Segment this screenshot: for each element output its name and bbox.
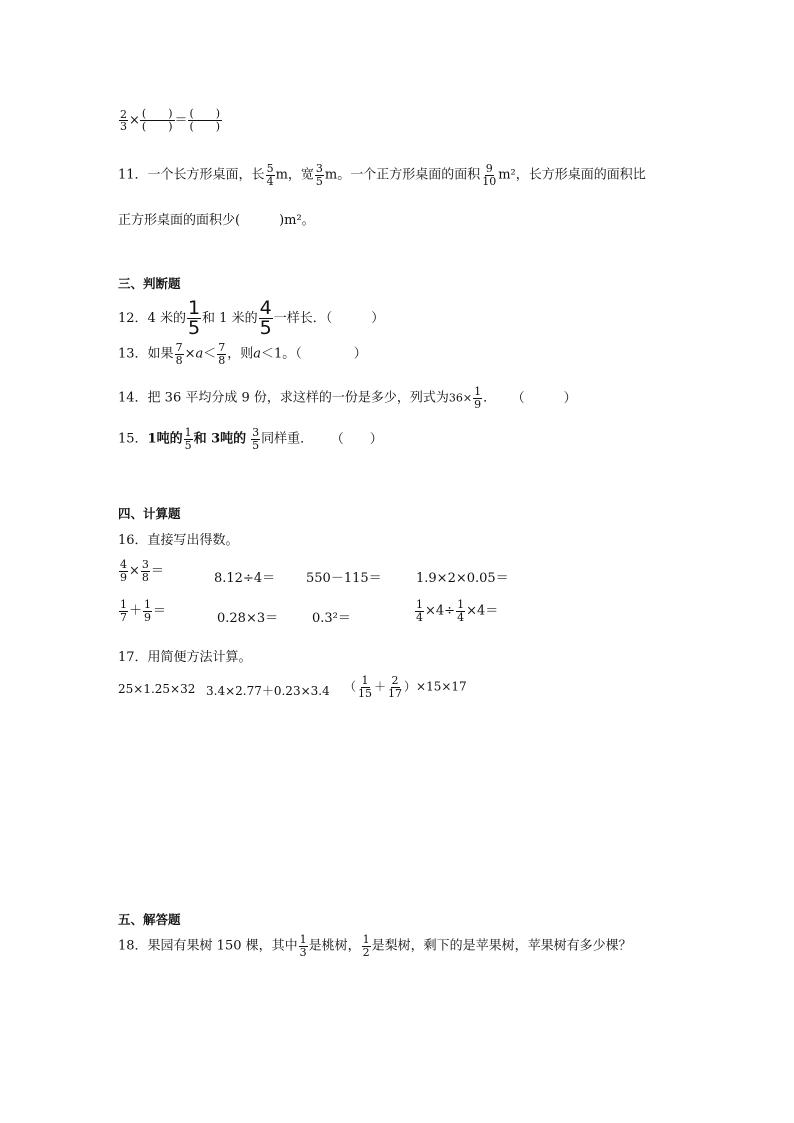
blank-fraction[interactable]: $\frac{( )}{( )}$ bbox=[189, 107, 221, 134]
fraction: $\frac{7}{8}$ bbox=[175, 341, 183, 367]
fraction: $\frac{1}{4}$ bbox=[457, 598, 465, 624]
section-title-judgment: 三、判断题 bbox=[118, 276, 181, 291]
fraction: $\frac{1}{7}$ bbox=[120, 598, 127, 624]
answer-paren[interactable]: （ ） bbox=[337, 431, 383, 447]
fraction: $\frac{1}{4}$ bbox=[416, 598, 423, 624]
fraction: $\frac{1}{9}$ bbox=[144, 598, 152, 624]
question-17-title: 17．用简便方法计算。 bbox=[118, 650, 252, 665]
fraction: $\frac{2}{17}$ bbox=[388, 674, 403, 700]
answer-paren[interactable]: 一样长．（ ） bbox=[273, 311, 385, 326]
equals-sign: ＝ bbox=[174, 113, 188, 129]
calc-16-r2-c: 0.3²＝ bbox=[312, 611, 351, 626]
answer-paren[interactable]: （ ） bbox=[518, 390, 577, 406]
fraction: $\frac{1}{3}$ bbox=[299, 933, 307, 959]
fraction: $\frac{1}{15}$ bbox=[358, 674, 373, 700]
question-12: 12．4 米的 $\frac{1}{5}$ 和 1 米的 $\frac{4}{5}$ 一样长．（ ） bbox=[118, 297, 385, 339]
fraction: $\frac{5}{4}$ bbox=[266, 162, 274, 188]
question-13: 13．如果 $\frac{7}{8}$ ×a＜ $\frac{7}{8}$ ，则a＜1。（ ） bbox=[118, 341, 367, 367]
fraction: $\frac{1}{2}$ bbox=[362, 933, 370, 959]
calc-17-e1: 25×1.25×32 bbox=[118, 682, 196, 696]
section-title-word-problems: 五、解答题 bbox=[118, 912, 181, 927]
fraction: $\frac{3}{5}$ bbox=[315, 162, 323, 188]
question-15: 15．1吨的 $\frac{1}{5}$ 和 3吨的 $\frac{3}{5}$ 同样重． （ ） bbox=[118, 426, 383, 452]
question-16-title: 16．直接写出得数。 bbox=[118, 533, 239, 548]
question-14: 14．把 36 平均分成 9 份，求这样的一份是多少，列式为36× $\frac{1}{9}$ ． （ ） bbox=[118, 385, 577, 411]
fill-in-equation bbox=[118, 108, 222, 133]
calc-16-r1-a: $\frac{4}{9}$ × $\frac{3}{8}$ ＝ bbox=[120, 558, 164, 584]
fraction: $\frac{3}{8}$ bbox=[141, 558, 149, 584]
question-11-line2: 正方形桌面的面积少( )m²。 bbox=[118, 213, 315, 228]
fraction: $\frac{1}{9}$ bbox=[474, 385, 482, 411]
fraction: $\frac{3}{5}$ bbox=[252, 426, 260, 452]
calc-17-e2: 3.4×2.77＋0.23×3.4 bbox=[206, 684, 330, 698]
answer-paren[interactable]: ＜1。（ ） bbox=[261, 346, 367, 362]
fraction: $\frac{4}{9}$ bbox=[120, 558, 127, 584]
question-11: 11．一个长方形桌面，长 $\frac{5}{4}$ m，宽 $\frac{3}{5}$ m。一个正方形桌面的面积 $\frac{9}{10}$ m²，长方形桌面的面积比 bbox=[118, 162, 646, 188]
calc-16-r1-b: 8.12÷4＝ bbox=[214, 571, 276, 586]
fraction: $\frac{1}{5}$ bbox=[187, 297, 201, 339]
question-18: 18．果园有果树 150 棵，其中 $\frac{1}{3}$ 是桃树， $\frac{1}{2}$ 是梨树，剩下的是苹果树，苹果树有多少棵？ bbox=[118, 933, 632, 959]
fraction: $\frac{9}{10}$ bbox=[482, 162, 497, 188]
blank-fraction[interactable]: $\frac{( )}{( )}$ bbox=[141, 107, 173, 134]
fraction: $\frac{2}{3}$ bbox=[120, 107, 127, 134]
calc-16-r1-c: 550－115＝ bbox=[306, 571, 382, 586]
times-sign: × bbox=[129, 113, 140, 129]
fraction: $\frac{4}{5}$ bbox=[259, 297, 272, 339]
fraction: $\frac{1}{5}$ bbox=[184, 426, 192, 452]
calc-16-r2-a: $\frac{1}{7}$ ＋ $\frac{1}{9}$ ＝ bbox=[120, 598, 167, 624]
calc-17-e3: （ $\frac{1}{15}$ ＋ $\frac{2}{17}$ ）×15×17 bbox=[344, 674, 467, 700]
calc-16-r1-d: 1.9×2×0.05＝ bbox=[416, 571, 509, 586]
calc-16-r2-d: $\frac{1}{4}$ ×4÷ $\frac{1}{4}$ ×4＝ bbox=[416, 598, 499, 624]
calc-16-r2-b: 0.28×3＝ bbox=[217, 611, 279, 626]
section-title-calculation: 四、计算题 bbox=[118, 506, 181, 521]
fraction: $\frac{7}{8}$ bbox=[218, 341, 226, 367]
